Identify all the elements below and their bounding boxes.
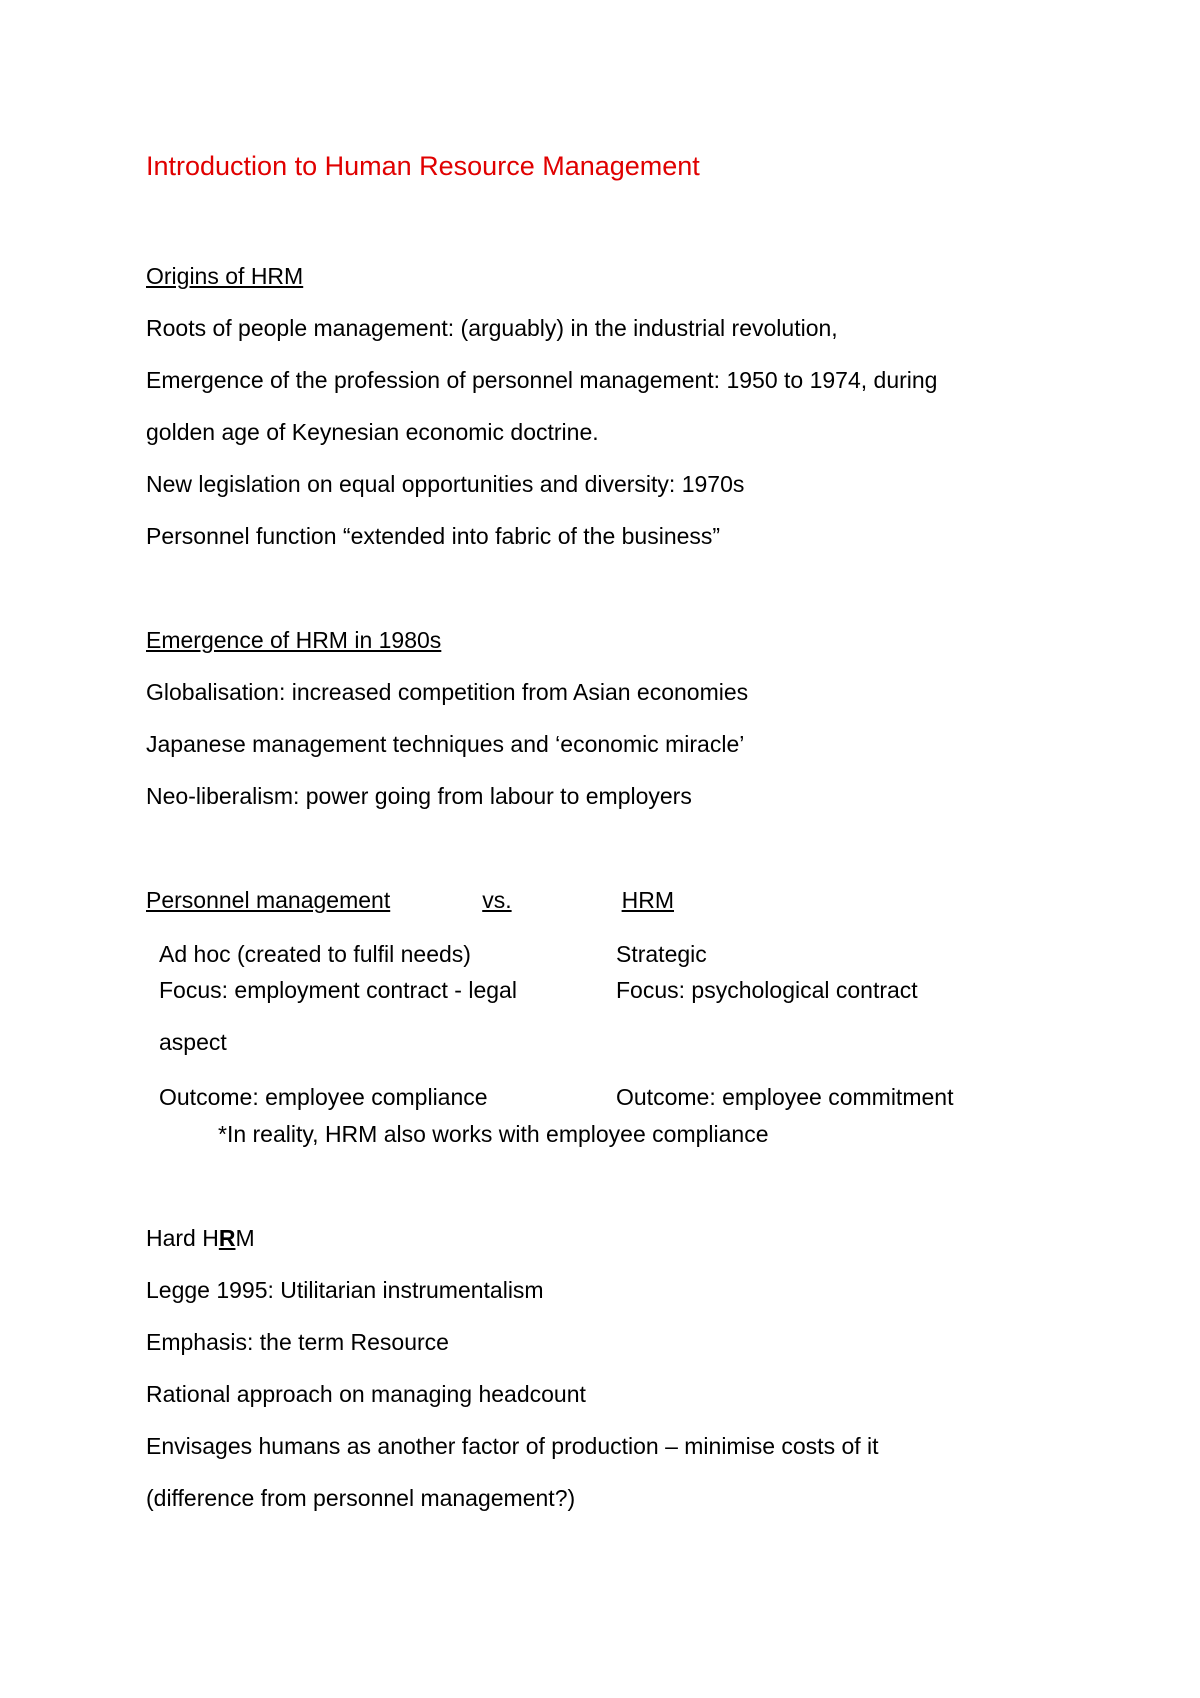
hard-hrm-heading-post: M — [235, 1225, 255, 1251]
hrm-attribute: Focus: psychological contract — [616, 977, 918, 1003]
hrm-attribute: Strategic — [616, 941, 707, 967]
origins-line: golden age of Keynesian economic doctrine. — [146, 419, 599, 445]
hard-hrm-heading-r: R — [218, 1225, 236, 1251]
origins-line: Personnel function “extended into fabric of the business” — [146, 523, 721, 549]
hard-hrm-line: Envisages humans as another factor of production – minimise costs of it — [146, 1433, 879, 1459]
hard-hrm-line: Legge 1995: Utilitarian instrumentalism — [146, 1277, 544, 1303]
comparison-heading — [146, 886, 716, 914]
personnel-attribute: Focus: employment contract - legal — [159, 977, 517, 1003]
personnel-attribute: Outcome: employee compliance — [159, 1084, 488, 1110]
hrm-attribute: Outcome: employee commitment — [616, 1084, 954, 1110]
comparison-heading-right: HRM — [621, 887, 674, 913]
document-title: Introduction to Human Resource Management — [146, 151, 700, 181]
origins-line: Roots of people management: (arguably) in the industrial revolution, — [146, 315, 838, 341]
origins-line: New legislation on equal opportunities and diversity: 1970s — [146, 471, 745, 497]
hard-hrm-line: Emphasis: the term Resource — [146, 1329, 449, 1355]
emergence-line: Japanese management techniques and ‘economic miracle’ — [146, 731, 745, 757]
emergence-heading: Emergence of HRM in 1980s — [146, 627, 442, 653]
comparison-heading-mid: vs. — [482, 887, 512, 913]
emergence-line: Globalisation: increased competition from Asian economies — [146, 679, 749, 705]
comparison-heading-left: Personnel management — [146, 887, 391, 913]
origins-line: Emergence of the profession of personnel management: 1950 to 1974, during — [146, 367, 938, 393]
hard-hrm-heading — [146, 1224, 255, 1252]
origins-heading: Origins of HRM — [146, 263, 304, 289]
comparison-note: *In reality, HRM also works with employee compliance — [218, 1121, 769, 1147]
hard-hrm-heading-pre: Hard H — [146, 1225, 219, 1251]
hard-hrm-line: Rational approach on managing headcount — [146, 1381, 586, 1407]
personnel-attribute: Ad hoc (created to fulfil needs) — [159, 941, 471, 967]
personnel-attribute: aspect — [159, 1029, 227, 1055]
hard-hrm-line: (difference from personnel management?) — [146, 1485, 576, 1511]
emergence-line: Neo-liberalism: power going from labour to employers — [146, 783, 692, 809]
